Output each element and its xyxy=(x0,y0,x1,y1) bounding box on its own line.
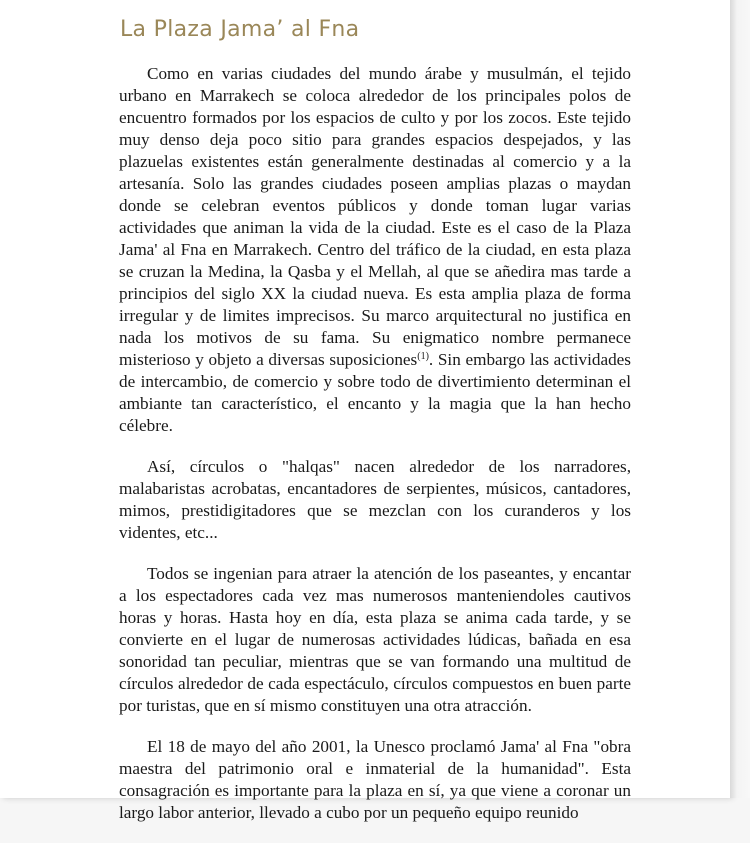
paragraph-4: El 18 de mayo del año 2001, la Unesco proclamó Jama' al Fna "obra maestra del patrimonio oral e inmaterial de la humanidad". Esta consagración es importante para la plaza en sí, ya que viene a coronar un largo labor anterior, llevado a cubo por un pequeño equipo reunido xyxy=(119,737,631,822)
paragraph-1 xyxy=(119,63,631,437)
paragraph-2: Así, círculos o "halqas" nacen alrededor de los narradores, malabaristas acrobatas, encantadores de serpientes, músicos, cantadores, mimos, prestidigitadores que se mezclan con los curanderos y los videntes, etc... xyxy=(119,457,631,542)
page-edge-shadow xyxy=(730,0,750,798)
paragraph-1-text: Como en varias ciudades del mundo árabe y musulmán, el tejido urbano en Marrakech se coloca alrededor de los principales polos de encuentro formados por los espacios de culto y por los zocos. Este tejido muy denso deja poco sitio para grandes espacios despejados, y las plazuelas existentes están generalmente destinadas al comercio y a la artesanía. Solo las grandes ciudades poseen amplias plazas o maydan donde se celebran eventos públicos y donde toman lugar varias actividades que animan la vida de la ciudad. Este es el caso de la Plaza Jama' al Fna en Marrakech. Centro del tráfico de la ciudad, en esta plaza se cruzan la Medina, la Qasba y el Mellah, al que se añedira mas tarde a principios del siglo XX la ciudad nueva. Es esta amplia plaza de forma irregular y de limites imprecisos. Su marco arquitectural no justifica en nada los motivos de su fama. Su enigmatico nombre permanece misterioso y objeto a diversas suposiciones xyxy=(119,64,631,369)
footnote-reference[interactable]: (1) xyxy=(417,351,429,362)
paragraph-3: Todos se ingenian para atraer la atención de los paseantes, y encantar a los espectadores cada vez mas numerosos manteniendoles cautivos horas y horas. Hasta hoy en día, esta plaza se anima cada tarde, y se convierte en el lugar de numerosas actividades lúdicas, bañada en esa sonoridad tan peculiar, mientras que se van formando una multitud de círculos alrededor de cada espectáculo, círculos compuestos en buen parte por turistas, que en sí mismo constituyen una otra atracción. xyxy=(119,564,631,715)
paragraph-1-text-continued: . Sin embargo las actividades de intercambio, de comercio y sobre todo de divertimiento determinan el ambiante tan característico, el encanto y la magia que la han hecho célebre. xyxy=(119,350,631,435)
page-title: La Plaza Jama’ al Fna xyxy=(120,17,360,42)
document-body xyxy=(119,63,631,843)
